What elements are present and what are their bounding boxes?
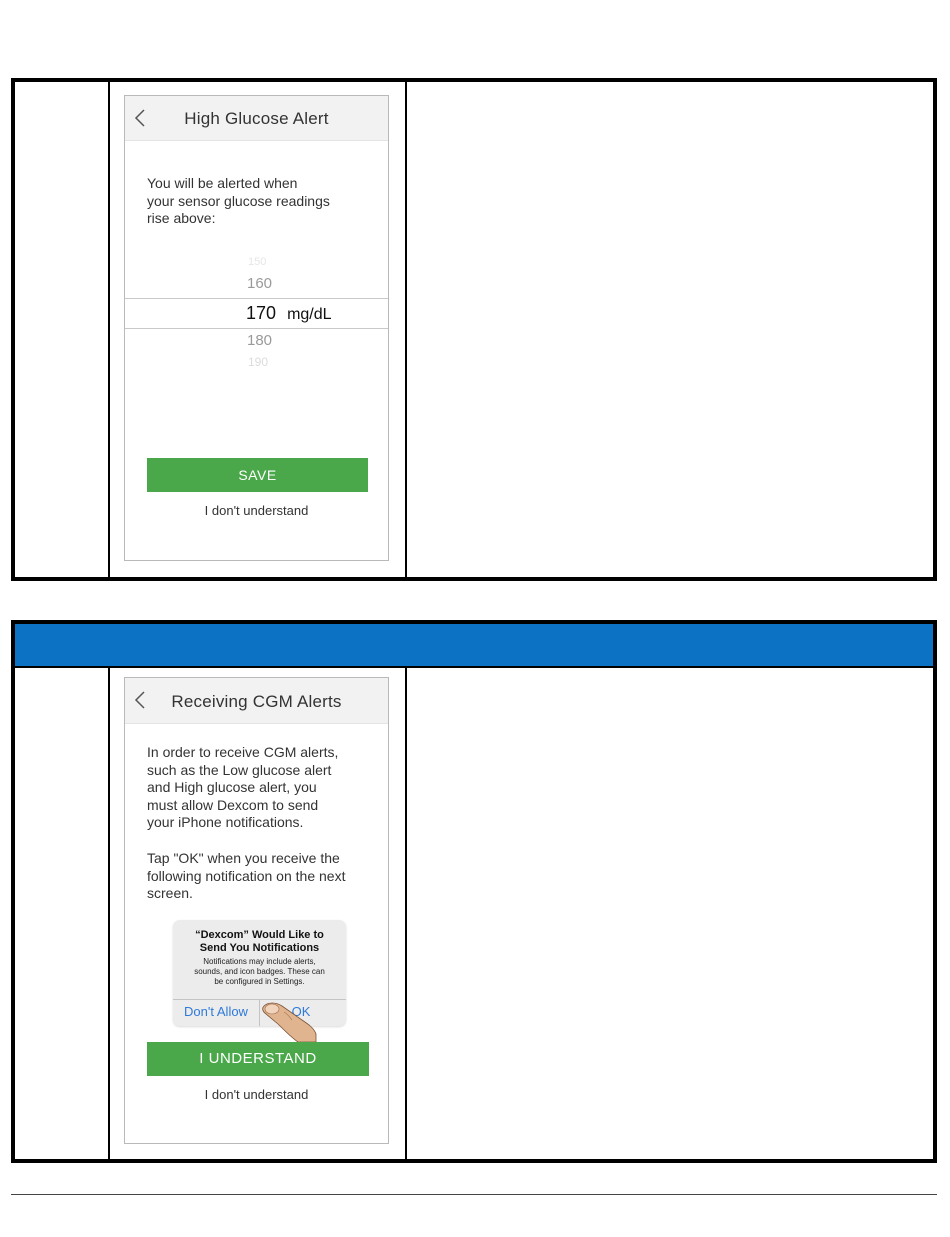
nav-bar	[125, 678, 388, 724]
picker-option[interactable]: 150	[248, 256, 267, 268]
nav-bar	[125, 96, 388, 141]
dont-understand-link[interactable]: I don't understand	[204, 503, 309, 518]
page-footer-rule	[11, 1194, 937, 1195]
picker-option[interactable]: 160	[247, 275, 273, 292]
picker-selected-value[interactable]	[246, 303, 388, 324]
ok-button[interactable]: OK	[291, 1004, 311, 1019]
table-row-receiving-cgm-alerts	[11, 666, 937, 1163]
finger-tap-icon	[262, 998, 318, 1042]
table-divider	[108, 668, 110, 1159]
notification-permission-dialog	[173, 920, 346, 1026]
picker-selection-line	[125, 328, 388, 329]
i-understand-button[interactable]: I UNDERSTAND	[147, 1042, 369, 1076]
dialog-message: Notifications may include alerts, sounds, and icon badges. These can be configured in Settings.	[194, 957, 325, 986]
dont-allow-button[interactable]: Don't Allow	[184, 1004, 248, 1019]
section-header-bar	[11, 620, 937, 668]
alert-description: You will be alerted when your sensor glucose readings rise above:	[147, 175, 330, 226]
save-button[interactable]: SAVE	[147, 458, 368, 492]
phone-screen-high-glucose-alert	[124, 95, 389, 561]
dialog-title: “Dexcom” Would Like to Send You Notifications	[195, 929, 324, 954]
picker-unit: mg/dL	[287, 306, 332, 323]
picker-selected-number: 170	[246, 303, 277, 323]
picker-option[interactable]: 190	[248, 355, 269, 369]
glucose-value-picker[interactable]	[125, 256, 388, 401]
table-divider	[108, 82, 110, 577]
picker-selection-line	[125, 298, 388, 299]
page-title: Receiving CGM Alerts	[171, 692, 342, 711]
phone-screen-receiving-cgm-alerts	[124, 677, 389, 1144]
instructions-paragraph: In order to receive CGM alerts, such as the Low glucose alert and High glucose alert, you must allow Dexcom to send your iPhone notifications.	[147, 744, 339, 830]
table-divider	[405, 82, 407, 577]
page-title: High Glucose Alert	[184, 109, 329, 128]
dont-understand-link[interactable]: I don't understand	[204, 1087, 309, 1102]
instructions-paragraph: Tap "OK" when you receive the following notification on the next screen.	[147, 850, 346, 901]
table-divider	[405, 668, 407, 1159]
picker-option[interactable]: 180	[247, 332, 273, 349]
table-row-high-glucose	[11, 78, 937, 581]
